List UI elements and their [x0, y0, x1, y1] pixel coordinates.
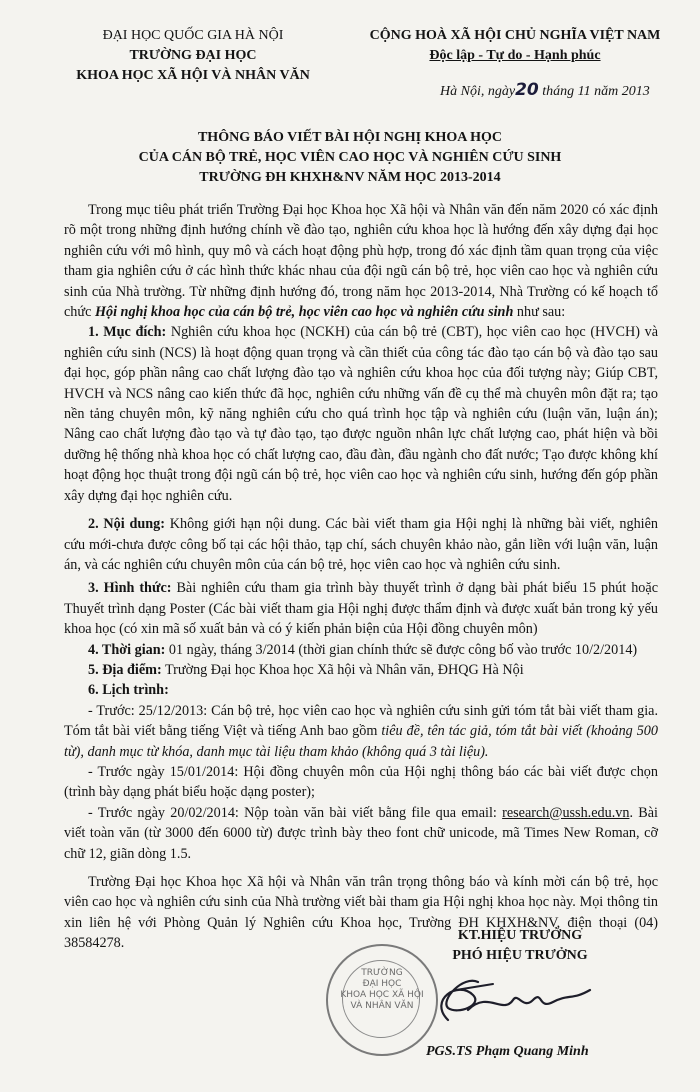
document-title [0, 128, 700, 188]
stamp-line-1: TRƯỜNG [361, 968, 403, 978]
purpose-section [64, 322, 658, 506]
time-section [64, 640, 658, 660]
schedule-item-3 [64, 803, 658, 864]
school-name-line1: TRƯỜNG ĐẠI HỌC [129, 48, 257, 63]
purpose-text: Nghiên cứu khoa học (NCKH) của cán bộ trẻ (CBT), học viên cao học (HVCH) và nghiên cứu sinh (NCS) là hoạt động quan trọng và cần thiết của công tác đào tạo cán bộ và đào tạo sau đại học, góp phần nâng cao chất lượng đào tạo và nghiên cứu khoa học của đối tượng này; Giúp CBT, HVCH và NCS nâng cao kiến thức đã học, nghiên cứu những vấn đề cụ thể mà chuyên môn đặt ra; tạo nền tảng chuyên môn, kỹ năng nghiên cứu cho quá trình học tập và nghiên cứu (luận văn, luận án); Nâng cao chất lượng đào tạo và tự đào tạo, tạo được nguồn nhân lực chất lượng cao, phát hiện và bồi dưỡng hệ thống nhà khoa học có chất lượng cao, đầu đàn, đầu ngành cho đất nước; Tạo được không khí hoạt động học thuật trong đội ngũ cán bộ trẻ, học viên cao học và nghiên cứu sinh, hướng đến góp phần xây dựng đại học nghiên cứu. [64, 324, 658, 504]
intro-text: Trong mục tiêu phát triển Trường Đại học Khoa học Xã hội và Nhân văn đến năm 2020 có xác định rõ một trong những định hướng chính về đào tạo, nghiên cứu khoa học là hướng đến xây dựng đại học nghiên cứu với mô hình, quy mô và cách hoạt động phù hợp, trong đó xác định tầm quan trọng của việc tham gia nghiên cứu ở các hình thức khác nhau của đội ngũ cán bộ trẻ, học viên cao học và nghiên cứu sinh của Nhà trường. Từ những định hướng đó, trong năm học 2013-2014, Nhà Trường có kế hoạch tổ chức [64, 202, 658, 321]
content-section [64, 514, 658, 575]
content-text: Không giới hạn nội dung. Các bài viết tham gia Hội nghị là những bài viết, nghiên cứu mới-chưa được công bố tại các hội thảo, tạp chí, sách chuyên khảo nào, gắn liền với luận văn, luận án, và các nghiên cứu chuyên môn của cán bộ trẻ, học viên cao học và nghiên cứu sinh. [64, 516, 658, 573]
title-line-1: THÔNG BÁO VIẾT BÀI HỘI NGHỊ KHOA HỌC [197, 130, 503, 145]
title-line-2: CỦA CÁN BỘ TRẺ, HỌC VIÊN CAO HỌC VÀ NGHIÊN CỨU SINH [138, 150, 562, 165]
schedule-1-text: - Trước: 25/12/2013: Cán bộ trẻ, học viên cao học và nghiên cứu sinh gửi tóm tắt bài viết tham gia. Tóm tắt bài viết bằng tiếng Việt và tiếng Anh bao gồm [64, 702, 658, 740]
form-label: 3. Hình thức: [88, 580, 172, 597]
content-label: 2. Nội dung: [88, 516, 165, 533]
email-link[interactable]: research@ussh.edu.vn [502, 804, 630, 821]
signature-line-1: KT.HIỆU TRƯỞNG [457, 928, 583, 943]
country-title: CỘNG HOÀ XÃ HỘI CHỦ NGHĨA VIỆT NAM [369, 28, 661, 43]
institution-block [38, 26, 348, 86]
national-motto-block [330, 26, 700, 66]
stamp-line-2: ĐẠI HỌC [362, 979, 402, 989]
place-label: 5. Địa điểm: [88, 661, 162, 678]
place-text: Trường Đại học Khoa học Xã hội và Nhân văn, ĐHQG Hà Nội [161, 661, 524, 678]
schedule-3-tail: . Bài viết toàn văn (từ 3000 đến 6000 từ) được trình bày theo font chữ unicode, mã Times New Roman, cỡ chữ 12, giãn dòng 1.5. [64, 804, 658, 862]
date-prefix: Hà Nội, ngày [440, 84, 516, 99]
schedule-2-text: - Trước ngày 15/01/2014: Hội đồng chuyên môn của Hội nghị thông báo các bài viết được chọn (trình bày dạng phát biểu hoặc dạng poster); [64, 763, 658, 801]
place-section [64, 660, 658, 680]
motto-text: Độc lập - Tự do - Hạnh phúc [429, 48, 601, 63]
motto [330, 46, 700, 66]
schedule-item-1 [64, 701, 658, 762]
date-suffix: tháng 11 năm 2013 [538, 84, 650, 99]
form-section [64, 578, 658, 639]
time-label: 4. Thời gian: [88, 641, 166, 658]
schedule-item-2 [64, 762, 658, 803]
signature-line-2: PHÓ HIỆU TRƯỞNG [452, 948, 588, 963]
intro-paragraph [64, 200, 658, 322]
purpose-label: 1. Mục đích: [88, 324, 167, 341]
date-day-handwritten: 20 [515, 80, 539, 100]
title-line-3: TRƯỜNG ĐH KHXH&NV NĂM HỌC 2013-2014 [199, 170, 501, 185]
intro-tail: như sau: [513, 304, 566, 321]
schedule-1-italic: tiêu đề, tên tác giả, tóm tắt bài viết (khoảng 500 từ), danh mục từ khóa, danh mục tài liệu tham khảo (không quá 3 tài liệu). [64, 723, 658, 760]
university-name: ĐẠI HỌC QUỐC GIA HÀ NỘI [102, 28, 284, 43]
schedule-3-text: - Trước ngày 20/02/2014: Nộp toàn văn bài viết bằng file qua email: [88, 804, 503, 821]
stamp-line-4: VÀ NHÂN VĂN [350, 1001, 414, 1011]
form-text: Bài nghiên cứu tham gia trình bày thuyết trình ở dạng bài phát biểu 15 phút hoặc Thuyết trình dạng Poster (Các bài viết tham gia Hội nghị được thẩm định và được xuất bản trong kỷ yếu khoa học (có xin mã số xuất bản và có ý kiến phản biện của Hội đồng chuyên môn) [64, 580, 658, 638]
closing-paragraph: Trường Đại học Khoa học Xã hội và Nhân văn trân trọng thông báo và kính mời cán bộ trẻ, học viên cao học và nghiên cứu sinh của Nhà trường viết bài tham gia Hội nghị khoa học này. Mọi thông tin xin liên hệ với Phòng Quản lý Nghiên cứu Khoa học, Trường ĐH KHXH&NV, điện thoại (04) 38584278. [64, 874, 658, 952]
document-body [64, 200, 658, 954]
intro-conference-name: Hội nghị khoa học của cán bộ trẻ, học viên cao học và nghiên cứu sinh [94, 304, 514, 321]
school-name-line2: KHOA HỌC XÃ HỘI VÀ NHÂN VĂN [76, 68, 310, 83]
signer-name: PGS.TS Phạm Quang Minh [426, 1044, 589, 1059]
handwritten-signature [418, 970, 598, 1040]
time-text: 01 ngày, tháng 3/2014 (thời gian chính thức sẽ được công bố vào trước 10/2/2014) [165, 641, 638, 658]
schedule-label: 6. Lịch trình: [88, 682, 169, 699]
stamp-line-3: KHOA HỌC XÃ HỘI [340, 990, 424, 1000]
schedule-heading [64, 680, 658, 700]
document-date [440, 80, 650, 100]
